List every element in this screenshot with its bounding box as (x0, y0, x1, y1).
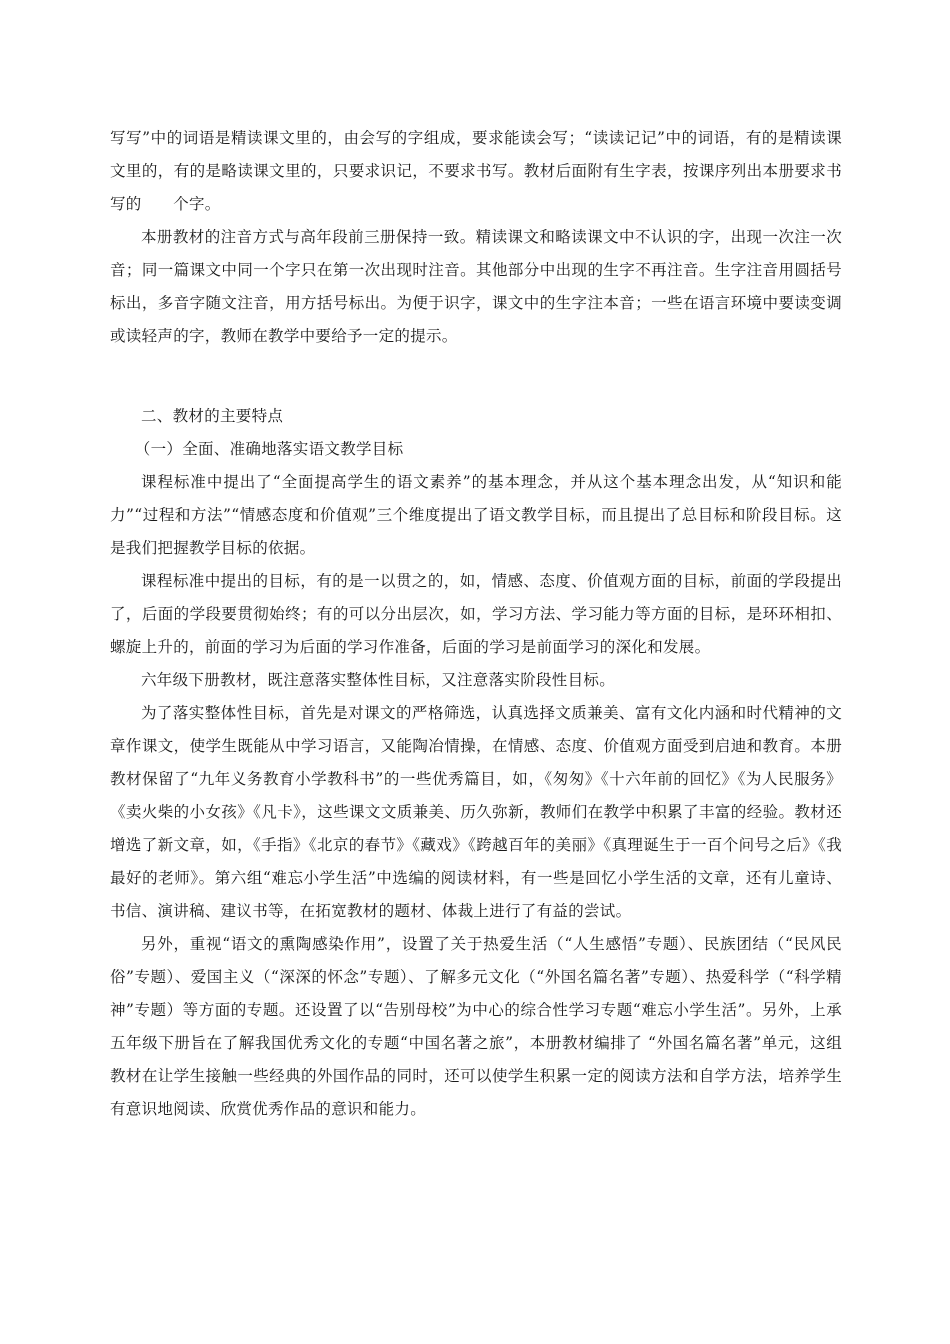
paragraph-grade-six-goals: 六年级下册教材，既注意落实整体性目标，又注意落实阶段性目标。 (141, 671, 616, 689)
paragraph-text-selection: 为了落实整体性目标，首先是对课文的严格筛选，认真选择文质兼美、富有文化内涵和时代精神的文章作课文，使学生既能从中学习语言，又能陶冶情操，在情感、态度、价值观方面受到启迪和教育。本册教材保留了“九年义务教育小学教科书”的一些优秀篇目，如，《匆匆》《十六年前的回忆》《为人民服务》《卖火柴的小女孩》《凡卡》，这些课文文质兼美、历久弥新，教师们在教学中积累了丰富的经验。教材还增选了新文章，如，《手指》《北京的春节》《藏戏》《跨越百年的美丽》《真理诞生于一百个问号之后》《我最好的老师》。第六组“难忘小学生活”中选编的阅读材料，有一些是回忆小学生活的文章，还有儿童诗、书信、演讲稿、建议书等，在拓宽教材的题材、体裁上进行了有益的尝试。 (110, 704, 842, 920)
paragraph-themes: 另外，重视“语文的熏陶感染作用”，设置了关于热爱生活（“人生感悟”专题）、民族团结（“民风民俗”专题）、爱国主义（“深深的怀念”专题）、了解多元文化（“外国名篇名著”专题）、热爱科学（“科学精神”专题）等方面的专题。还设置了以“告别母校”为中心的综合性学习专题“难忘小学生活”。另外，上承五年级下册旨在了解我国优秀文化的专题“中国名著之旅”，本册教材编排了 “外国名篇名著”单元，这组教材在让学生接触一些经典的外国作品的同时，还可以使学生积累一定的阅读方法和自学方法，培养学生有意识地阅读、欣赏优秀作品的意识和能力。 (110, 935, 842, 1118)
document-body (110, 122, 842, 1126)
paragraph-goal-levels: 课程标准中提出的目标，有的是一以贯之的，如，情感、态度、价值观方面的目标，前面的学段提出了，后面的学段要贯彻始终；有的可以分出层次，如，学习方法、学习能力等方面的目标，是环环相扣、螺旋上升的，前面的学习为后面的学习作准备，后面的学习是前面学习的深化和发展。 (110, 572, 842, 656)
paragraph-word-lists: 写写”中的词语是精读课文里的，由会写的字组成，要求能读会写；“读读记记”中的词语，有的是精读课文里的，有的是略读课文里的，只要求识记，不要求书写。教材后面附有生字表，按课序列出本册要求书写的 个字。 (110, 129, 842, 213)
subsection-heading-teaching-goals: （一）全面、准确地落实语文教学目标 (134, 440, 404, 458)
section-heading-main-features: 二、教材的主要特点 (141, 407, 284, 425)
paragraph-curriculum-standard: 课程标准中提出了“全面提高学生的语文素养”的基本理念，并从这个基本理念出发，从“知识和能力”“过程和方法”“情感态度和价值观”三个维度提出了语文教学目标，而且提出了总目标和阶段目标。这是我们把握教学目标的依据。 (110, 473, 842, 557)
section-spacer (110, 353, 842, 400)
paragraph-phonetic-notation: 本册教材的注音方式与高年段前三册保持一致。精读课文和略读课文中不认识的字，出现一次注一次音；同一篇课文中同一个字只在第一次出现时注音。其他部分中出现的生字不再注音。生字注音用圆括号标出，多音字随文注音，用方括号标出。为便于识字，课文中的生字注本音；一些在语言环境中要读变调或读轻声的字，教师在教学中要给予一定的提示。 (110, 228, 842, 345)
